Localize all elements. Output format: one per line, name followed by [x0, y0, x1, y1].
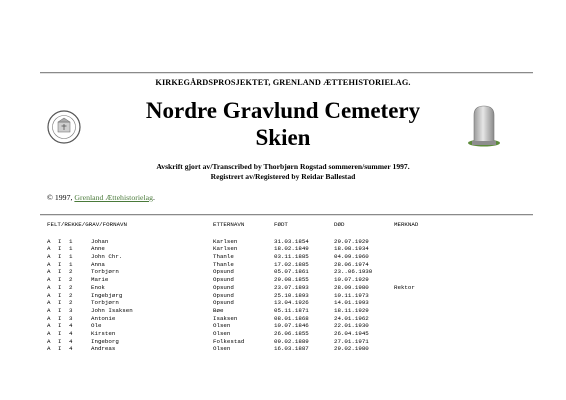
- cell-dod: 27.01.1971: [334, 337, 369, 345]
- cell-felt: A: [47, 245, 51, 253]
- title-line-2: Skien: [255, 125, 311, 150]
- cell-etternavn: Opsund: [213, 291, 234, 299]
- cell-etternavn: Olsen: [213, 345, 231, 353]
- cell-rekke: I: [58, 276, 62, 284]
- cell-felt: A: [47, 329, 51, 337]
- cell-dod: 10.07.1929: [334, 276, 369, 284]
- cell-fornavn: Anne: [91, 245, 105, 253]
- cell-etternavn: Olsen: [213, 329, 231, 337]
- cell-rekke: I: [58, 329, 62, 337]
- cell-etternavn: Thanle: [213, 260, 234, 268]
- cell-felt: A: [47, 337, 51, 345]
- cell-dod: 10.11.1973: [334, 291, 369, 299]
- table-row: [47, 253, 369, 261]
- table-row: [47, 245, 369, 253]
- cell-fodt: 16.03.1887: [274, 345, 309, 353]
- cell-rekke: I: [58, 299, 62, 307]
- cell-grav: 2: [69, 283, 73, 291]
- cell-rekke: I: [58, 337, 62, 345]
- cell-dod: 24.01.1962: [334, 314, 369, 322]
- cell-dod: 04.09.1960: [334, 253, 369, 261]
- cell-dod: 23..06.1930: [334, 268, 373, 276]
- cell-fodt: 23.07.1893: [274, 283, 309, 291]
- cell-rekke: I: [58, 306, 62, 314]
- cell-fornavn: Ole: [91, 322, 102, 330]
- cell-grav: 3: [69, 306, 73, 314]
- cell-etternavn: Olsen: [213, 322, 231, 330]
- cell-grav: 2: [69, 291, 73, 299]
- cell-grav: 2: [69, 276, 73, 284]
- cell-grav: 3: [69, 314, 73, 322]
- cell-felt: A: [47, 306, 51, 314]
- cell-fodt: 03.11.1885: [274, 253, 309, 261]
- cell-fornavn: Kirsten: [91, 329, 116, 337]
- cell-grav: 4: [69, 322, 73, 330]
- cell-felt: A: [47, 260, 51, 268]
- transcribed-by: Avskrift gjort av/Transcribed by Thorbjørn Rogstad sommeren/summer 1997.: [156, 162, 410, 171]
- cell-rekke: I: [58, 237, 62, 245]
- table-row: [47, 329, 369, 338]
- cell-felt: A: [47, 268, 51, 276]
- table-row: [47, 337, 369, 346]
- cell-dod: 22.01.1930: [334, 322, 369, 330]
- table-row: [47, 276, 369, 284]
- cell-rekke: I: [58, 245, 62, 253]
- cell-fodt: 13.04.1926: [274, 299, 309, 307]
- cell-fornavn: John Isaksen: [91, 306, 133, 314]
- cell-fornavn: Antonie: [91, 314, 116, 322]
- cell-felt: A: [47, 283, 51, 291]
- cell-etternavn: Isaksen: [213, 314, 238, 322]
- cell-grav: 4: [69, 337, 73, 345]
- cell-fodt: 31.03.1854: [274, 237, 309, 245]
- cell-grav: 1: [69, 253, 73, 261]
- cell-fodt: 25.10.1893: [274, 291, 309, 299]
- table-row: [47, 237, 369, 246]
- burial-table: [47, 221, 419, 353]
- cell-fodt: 18.02.1849: [274, 245, 309, 253]
- cell-dod: 28.06.1974: [334, 260, 369, 268]
- cell-fornavn: Anna: [91, 260, 105, 268]
- cell-fornavn: Andreas: [91, 345, 116, 353]
- cell-grav: 4: [69, 329, 73, 337]
- table-row: [47, 314, 369, 323]
- table-row: [47, 322, 369, 330]
- cell-grav: 2: [69, 268, 73, 276]
- cell-grav: 1: [69, 237, 73, 245]
- col-fodt: FØDT: [274, 221, 288, 228]
- cell-rekke: I: [58, 322, 62, 330]
- table-row: [47, 299, 369, 307]
- cell-dod: 18.08.1934: [334, 245, 369, 253]
- cell-fodt: 17.02.1885: [274, 260, 309, 268]
- table-row: [47, 283, 415, 292]
- cell-fodt: 05.11.1871: [274, 306, 309, 314]
- cell-rekke: I: [58, 291, 62, 299]
- cell-felt: A: [47, 237, 51, 245]
- cell-etternavn: Thanle: [213, 253, 234, 261]
- cell-felt: A: [47, 299, 51, 307]
- title-line-1: Nordre Gravlund Cemetery: [145, 98, 421, 123]
- project-heading: KIRKEGÅRDSPROSJEKTET, GRENLAND ÆTTEHISTORIELAG.: [155, 78, 411, 87]
- cell-rekke: I: [58, 283, 62, 291]
- cell-fornavn: Ingeborg: [91, 337, 119, 345]
- credits: [0, 162, 566, 182]
- cell-dod: 14.01.1993: [334, 299, 369, 307]
- table-row: [47, 260, 369, 269]
- cell-rekke: I: [58, 260, 62, 268]
- cell-felt: A: [47, 276, 51, 284]
- cell-etternavn: Karlsen: [213, 245, 238, 253]
- col-dod: DØD: [334, 221, 345, 228]
- col-merknad: MERKNAD: [394, 221, 419, 228]
- cell-dod: 18.11.1929: [334, 306, 369, 314]
- cell-fodt: 10.07.1846: [274, 322, 309, 330]
- table-row: [47, 345, 369, 353]
- gravestone-image: [467, 103, 502, 147]
- table-row: [47, 291, 369, 300]
- cell-etternavn: Opsund: [213, 276, 234, 284]
- cell-grav: 2: [69, 299, 73, 307]
- cell-fodt: 05.07.1861: [274, 268, 309, 276]
- table-header: [47, 221, 419, 229]
- cell-fornavn: John Chr.: [91, 253, 123, 261]
- cell-etternavn: Opsund: [213, 299, 234, 307]
- cell-fornavn: Torbjørn: [91, 268, 119, 276]
- bottom-divider: [40, 214, 533, 216]
- cell-felt: A: [47, 345, 51, 353]
- registered-by: Registrert av/Registered by Reidar Ballestad: [210, 172, 356, 181]
- table-row: [47, 268, 373, 276]
- cell-fornavn: Marie: [91, 276, 109, 284]
- cell-fornavn: Johan: [91, 237, 109, 245]
- top-divider: [40, 72, 533, 74]
- cell-dod: 28.09.1980: [334, 283, 369, 291]
- cell-etternavn: Bøe: [213, 306, 224, 314]
- cell-fornavn: Ingebjørg: [91, 291, 123, 299]
- table-row: [47, 306, 369, 315]
- cell-fodt: 08.01.1868: [274, 314, 309, 322]
- cell-dod: 29.07.1929: [334, 237, 369, 245]
- cell-etternavn: Karlsen: [213, 237, 238, 245]
- cell-grav: 1: [69, 245, 73, 253]
- copyright-line: [47, 193, 155, 202]
- cell-fornavn: Enok: [91, 283, 105, 291]
- cell-rekke: I: [58, 314, 62, 322]
- cell-fodt: 26.06.1855: [274, 329, 309, 337]
- cell-felt: A: [47, 291, 51, 299]
- cell-felt: A: [47, 253, 51, 261]
- cell-rekke: I: [58, 253, 62, 261]
- cell-rekke: I: [58, 268, 62, 276]
- cell-etternavn: Folkestad: [213, 337, 245, 345]
- cell-felt: A: [47, 314, 51, 322]
- cell-merknad: Rektor: [394, 283, 415, 291]
- cell-etternavn: Opsund: [213, 268, 234, 276]
- cell-dod: 26.04.1945: [334, 329, 369, 337]
- cell-felt: A: [47, 322, 51, 330]
- cell-etternavn: Opsund: [213, 283, 234, 291]
- cell-fodt: 09.02.1889: [274, 337, 309, 345]
- col-etternavn: ETTERNAVN: [213, 221, 245, 228]
- copyright-suffix: .: [152, 193, 155, 202]
- cell-fodt: 29.08.1855: [274, 276, 309, 284]
- cell-grav: 4: [69, 345, 73, 353]
- cell-fornavn: Torbjørn: [91, 299, 119, 307]
- col-felt-rekke-grav-fornavn: FELT/REKKE/GRAV/FORNAVN: [47, 221, 128, 228]
- copyright-prefix: © 1997,: [47, 193, 75, 202]
- cell-grav: 1: [69, 260, 73, 268]
- cell-rekke: I: [58, 345, 62, 353]
- cell-dod: 29.02.1980: [334, 345, 369, 353]
- society-link[interactable]: Grenland Ættehistorielag: [74, 193, 153, 202]
